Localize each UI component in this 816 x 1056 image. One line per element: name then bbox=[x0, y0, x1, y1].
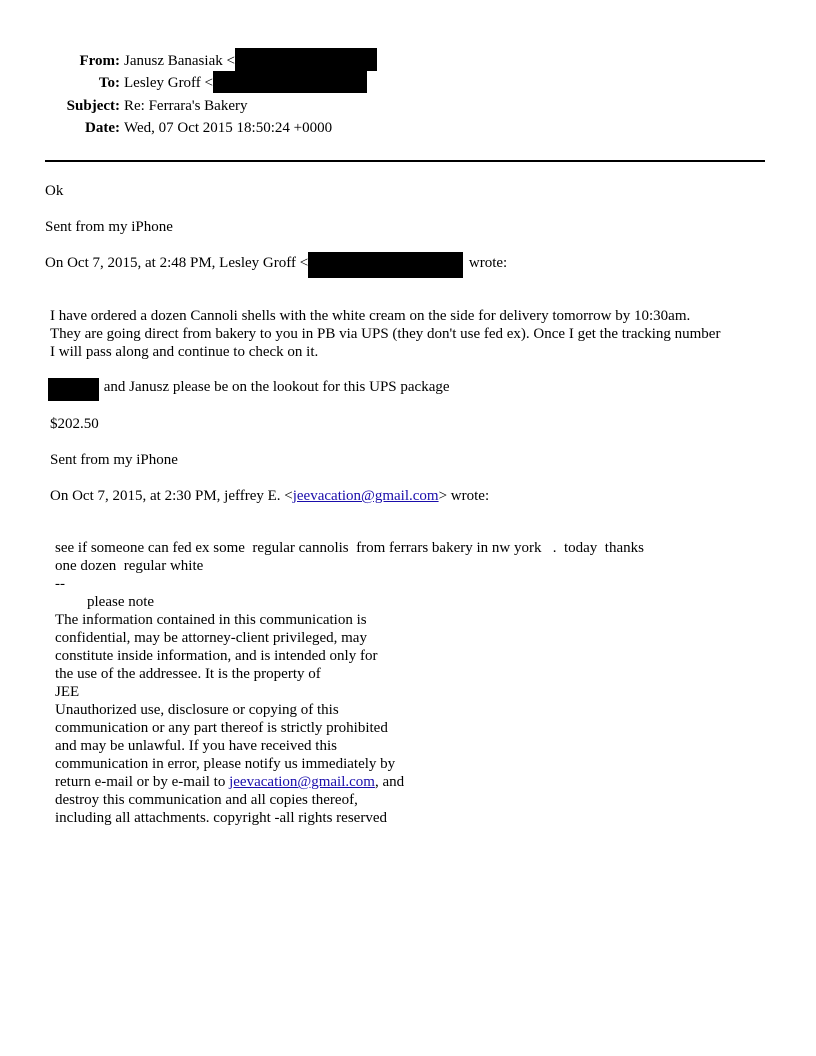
amount-text: $202.50 bbox=[50, 416, 99, 432]
please-note: please note bbox=[87, 594, 155, 610]
disclaimer-line: and may be unlawful. If you have received this bbox=[55, 738, 337, 754]
original-message-line: see if someone can fed ex some regular cannolis from ferrars bakery in nw york . today thanks bbox=[55, 540, 644, 556]
email-link[interactable]: jeevacation@gmail.com bbox=[229, 774, 375, 790]
message-line: I have ordered a dozen Cannoli shells with the white cream on the side for delivery tomorrow by 10:30am. bbox=[50, 308, 691, 324]
attribution-suffix: > wrote: bbox=[438, 488, 490, 504]
disclaimer-prefix: return e-mail or by e-mail to bbox=[55, 774, 230, 790]
disclaimer-line: JEE bbox=[55, 684, 80, 700]
redaction-box bbox=[213, 71, 367, 93]
lookout-text: and Janusz please be on the lookout for this UPS package bbox=[103, 379, 450, 395]
message-line: I will pass along and continue to check on it. bbox=[50, 344, 319, 360]
lookout-line bbox=[48, 378, 450, 401]
redaction-box bbox=[48, 378, 99, 401]
reply-text: Ok bbox=[45, 183, 64, 199]
date-value: Wed, 07 Oct 2015 18:50:24 +0000 bbox=[124, 120, 333, 136]
disclaimer-line bbox=[55, 773, 404, 791]
to-value bbox=[124, 74, 367, 93]
date-label: Date: bbox=[85, 120, 120, 136]
disclaimer-line: confidential, may be attorney-client privileged, may bbox=[55, 630, 367, 646]
signature-line: Sent from my iPhone bbox=[45, 219, 173, 235]
to-label: To: bbox=[98, 75, 120, 91]
subject-label: Subject: bbox=[66, 98, 120, 114]
disclaimer-line: the use of the addressee. It is the property of bbox=[55, 666, 321, 682]
disclaimer-line: destroy this communication and all copies thereof, bbox=[55, 792, 358, 808]
signature-separator: -- bbox=[55, 576, 65, 592]
disclaimer-line: including all attachments. copyright -all rights reserved bbox=[55, 810, 387, 826]
attribution-prefix: On Oct 7, 2015, at 2:48 PM, Lesley Groff < bbox=[45, 255, 309, 271]
message-line: They are going direct from bakery to you in PB via UPS (they don't use fed ex). Once I get the tracking number bbox=[50, 326, 721, 342]
header-divider bbox=[45, 160, 765, 162]
quote-attribution bbox=[50, 487, 489, 505]
redaction-box bbox=[308, 252, 463, 278]
disclaimer-line: The information contained in this communication is bbox=[55, 612, 367, 628]
signature-line: Sent from my iPhone bbox=[50, 452, 178, 468]
disclaimer-suffix: , and bbox=[374, 774, 405, 790]
disclaimer-line: constitute inside information, and is intended only for bbox=[55, 648, 378, 664]
disclaimer-line: communication in error, please notify us immediately by bbox=[55, 756, 396, 772]
redaction-box bbox=[235, 48, 377, 71]
from-name: Janusz Banasiak < bbox=[124, 53, 235, 69]
disclaimer-line: communication or any part thereof is strictly prohibited bbox=[55, 720, 388, 736]
subject-value: Re: Ferrara's Bakery bbox=[124, 98, 248, 114]
quoted-message bbox=[50, 307, 780, 361]
from-label: From: bbox=[79, 53, 120, 69]
to-name: Lesley Groff < bbox=[124, 75, 213, 91]
disclaimer-line: Unauthorized use, disclosure or copying of this bbox=[55, 702, 339, 718]
quote-attribution bbox=[45, 254, 507, 278]
attribution-suffix: wrote: bbox=[468, 255, 508, 271]
original-message-line: one dozen regular white bbox=[55, 558, 204, 574]
from-value bbox=[124, 52, 377, 71]
attribution-prefix: On Oct 7, 2015, at 2:30 PM, jeffrey E. < bbox=[50, 488, 293, 504]
email-link[interactable]: jeevacation@gmail.com bbox=[292, 488, 439, 504]
